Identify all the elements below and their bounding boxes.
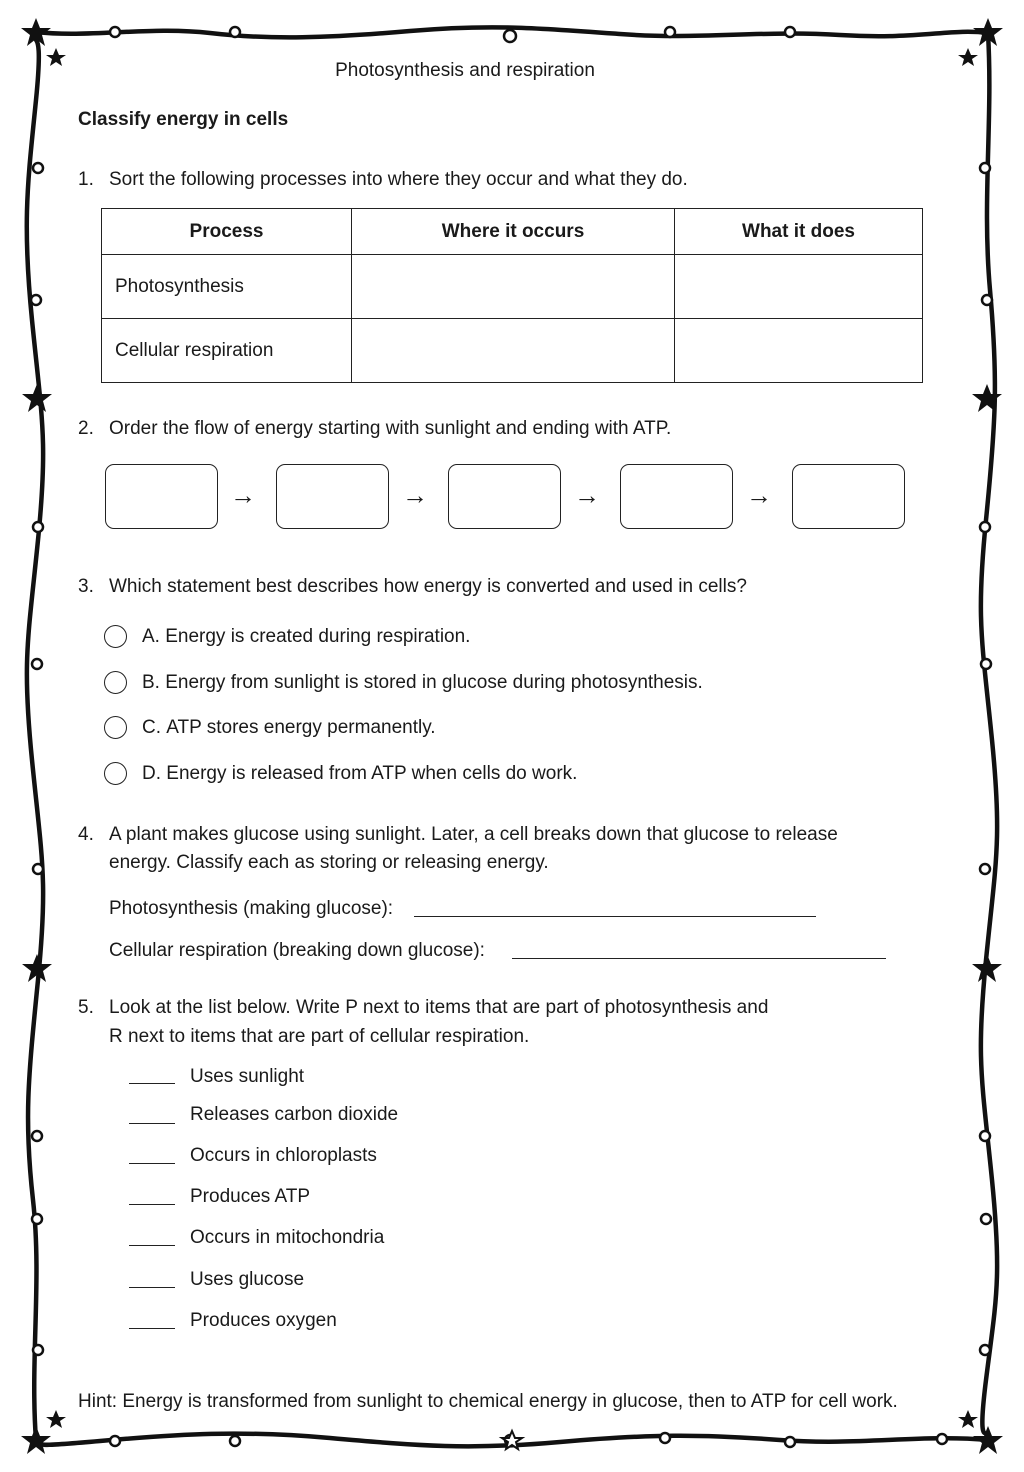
option-d	[142, 763, 577, 785]
hint-text: Hint: Energy is transformed from sunlight to chemical energy in glucose, then to ATP for cell work.	[78, 1391, 898, 1412]
answer-cell-what[interactable]	[675, 255, 923, 319]
option-letter: B.	[142, 672, 160, 693]
question-5	[78, 997, 768, 1019]
list-item: Occurs in mitochondria	[190, 1227, 385, 1248]
respiration-prompt: Cellular respiration (breaking down glucose):	[109, 940, 485, 961]
option-text: Energy is released from ATP when cells do work.	[166, 763, 578, 784]
option-letter: C.	[142, 717, 161, 738]
answer-blank[interactable]	[129, 1245, 175, 1246]
answer-cell-where[interactable]	[352, 319, 675, 383]
question-text: Order the flow of energy starting with sunlight and ending with ATP.	[109, 418, 672, 439]
photosynthesis-answer-line[interactable]	[414, 916, 816, 917]
option-c	[142, 717, 436, 739]
question-text-continued: energy. Classify each as storing or releasing energy.	[109, 852, 549, 873]
list-item: Uses glucose	[190, 1269, 305, 1290]
answer-blank[interactable]	[129, 1163, 175, 1164]
answer-blank[interactable]	[129, 1287, 175, 1288]
question-number: 3.	[78, 576, 94, 597]
answer-blank[interactable]	[129, 1123, 175, 1124]
respiration-answer-line[interactable]	[512, 958, 886, 959]
right-arrow-icon: →	[230, 480, 256, 510]
option-letter: A.	[142, 626, 160, 647]
answer-blank[interactable]	[129, 1328, 175, 1329]
option-text: Energy from sunlight is stored in glucose during photosynthesis.	[165, 672, 703, 693]
column-header-process: Process	[102, 209, 352, 255]
right-arrow-icon: →	[746, 480, 772, 510]
section-heading: Classify energy in cells	[78, 109, 289, 130]
energy-flow-box-4[interactable]	[620, 464, 733, 529]
process-cell: Cellular respiration	[102, 319, 352, 383]
column-header-what: What it does	[675, 209, 923, 255]
table-row	[102, 319, 923, 383]
radio-option-b[interactable]	[104, 671, 127, 694]
column-header-where: Where it occurs	[352, 209, 675, 255]
question-4	[78, 824, 838, 846]
photosynthesis-prompt: Photosynthesis (making glucose):	[109, 898, 394, 919]
question-text: Sort the following processes into where they occur and what they do.	[109, 169, 688, 190]
process-cell: Photosynthesis	[102, 255, 352, 319]
answer-blank[interactable]	[129, 1204, 175, 1205]
radio-option-a[interactable]	[104, 625, 127, 648]
list-item: Occurs in chloroplasts	[190, 1145, 377, 1166]
option-text: ATP stores energy permanently.	[166, 717, 436, 738]
table-row	[102, 255, 923, 319]
table-header-row	[102, 209, 923, 255]
right-arrow-icon: →	[402, 480, 428, 510]
question-1	[78, 169, 688, 191]
right-arrow-icon: →	[574, 480, 600, 510]
option-b	[142, 672, 703, 694]
question-2	[78, 418, 671, 440]
option-a	[142, 626, 470, 648]
question-text-continued: R next to items that are part of cellular respiration.	[109, 1026, 530, 1047]
question-number: 2.	[78, 418, 94, 439]
energy-flow-box-3[interactable]	[448, 464, 561, 529]
radio-option-c[interactable]	[104, 716, 127, 739]
question-text: Which statement best describes how energy is converted and used in cells?	[109, 576, 747, 597]
worksheet-title: Photosynthesis and respiration	[335, 60, 595, 81]
question-number: 4.	[78, 824, 94, 845]
question-text: Look at the list below. Write P next to items that are part of photosynthesis and	[109, 997, 769, 1018]
question-number: 1.	[78, 169, 94, 190]
answer-cell-what[interactable]	[675, 319, 923, 383]
list-item: Uses sunlight	[190, 1066, 305, 1087]
process-table	[101, 208, 923, 383]
energy-flow-box-5[interactable]	[792, 464, 905, 529]
energy-flow-box-1[interactable]	[105, 464, 218, 529]
question-text: A plant makes glucose using sunlight. Later, a cell breaks down that glucose to release	[109, 824, 838, 845]
answer-blank[interactable]	[129, 1083, 175, 1084]
energy-flow-box-2[interactable]	[276, 464, 389, 529]
option-letter: D.	[142, 763, 161, 784]
option-text: Energy is created during respiration.	[165, 626, 471, 647]
question-number: 5.	[78, 997, 94, 1018]
answer-cell-where[interactable]	[352, 255, 675, 319]
radio-option-d[interactable]	[104, 762, 127, 785]
list-item: Produces oxygen	[190, 1310, 337, 1331]
question-3	[78, 576, 747, 598]
list-item: Produces ATP	[190, 1186, 311, 1207]
list-item: Releases carbon dioxide	[190, 1104, 399, 1125]
